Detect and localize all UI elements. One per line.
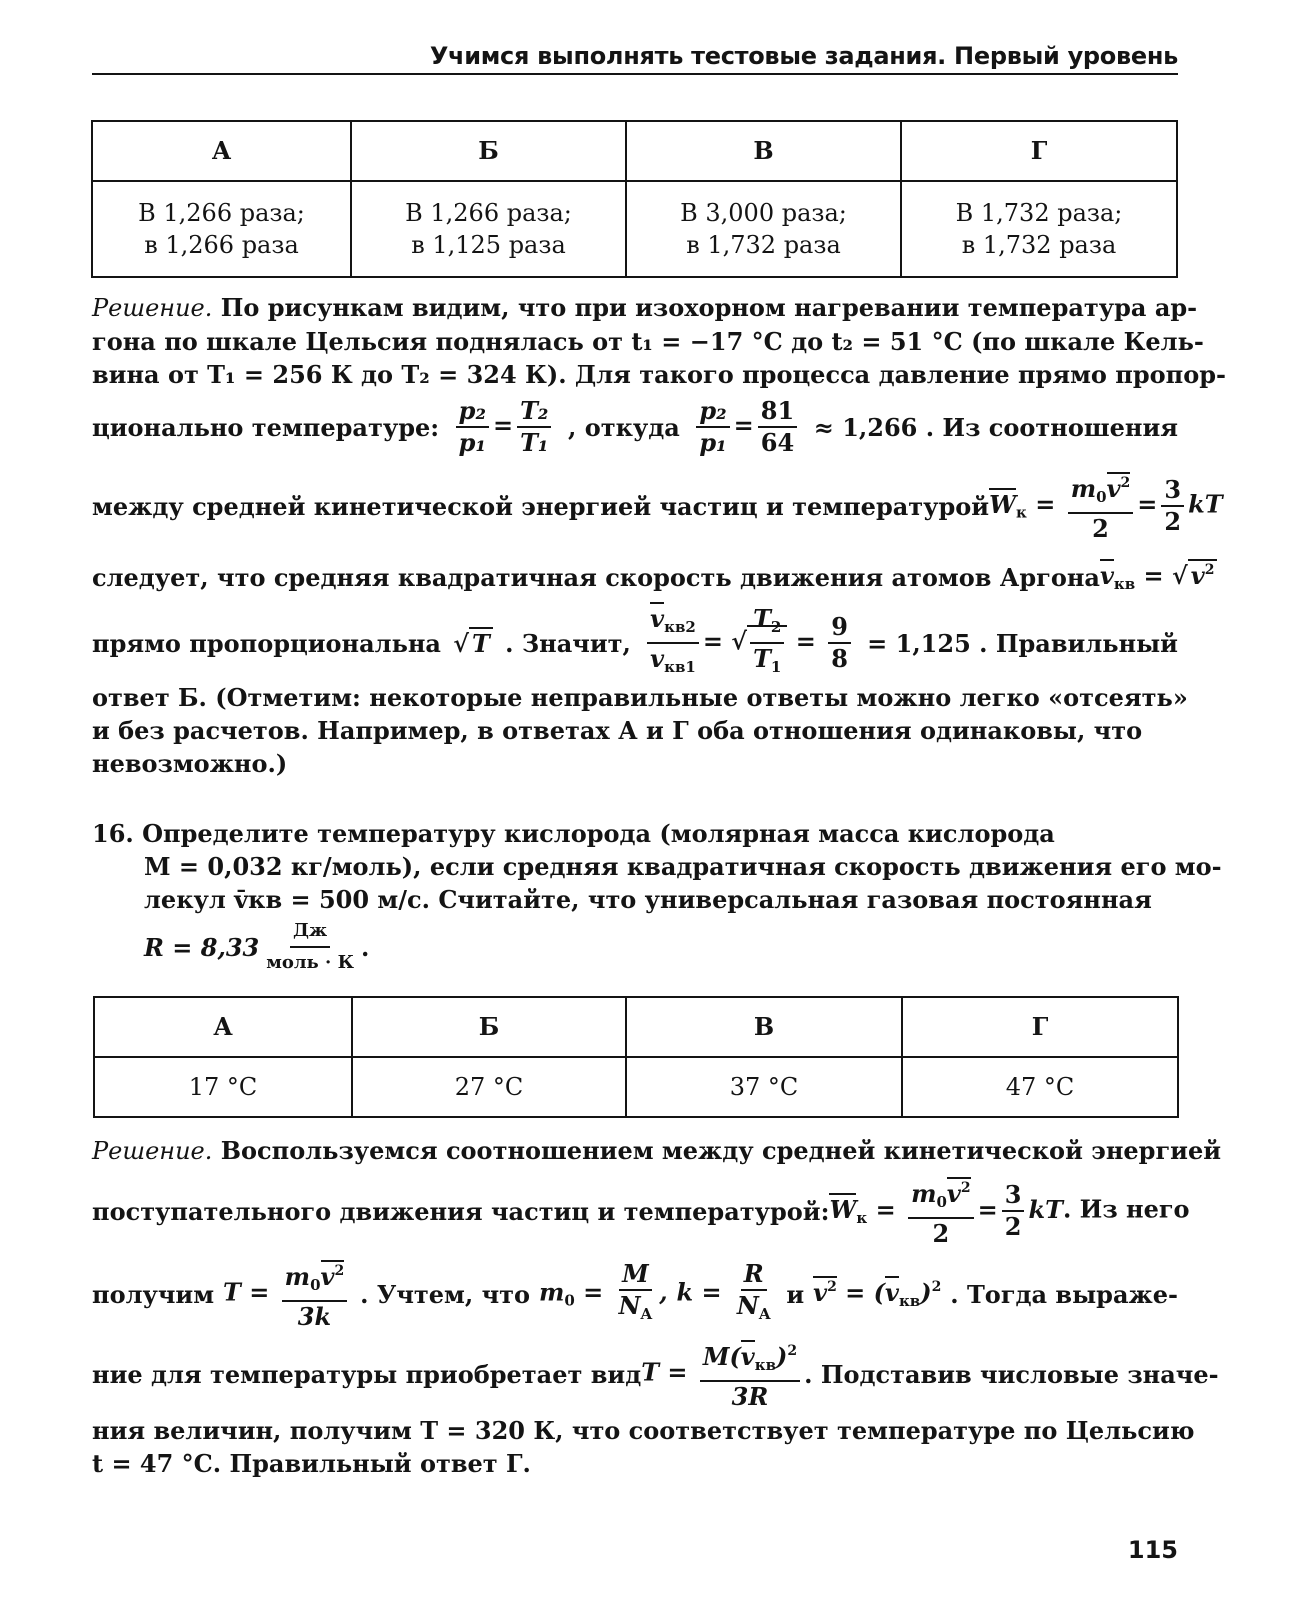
speed-ratio-formula: $\frac{v_{кв2}}{v_{кв1}}$ = √ $\frac{T_2}{T_1}$ = $\frac{9}{8}$	[643, 604, 855, 682]
option-b-cell: В 1,266 раза; в 1,125 раза	[351, 181, 626, 277]
option-g-header: Г	[901, 121, 1177, 181]
sqrt-t: √ T	[453, 627, 493, 660]
pressure-ratio-formula: $\frac{\text{p₂}}{\text{p₁}}$ = $\frac{\text{T₂}}{\text{T₁}}$	[452, 396, 556, 458]
option-b-value: 27 °С	[352, 1057, 626, 1117]
answer-table-15	[91, 120, 1178, 278]
kinetic-energy-formula: $W_к$ = $\frac{m_0v^2}{2}$ = $\frac{3}{2}$ kT	[989, 468, 1222, 544]
task-16: 16. Определите температуру кислорода (молярная масса кислорода M = 0,032 кг/моль), если средняя квадратичная скорость движения его мо- лекул v̄кв = 500 м/с. Считайте, что универсальная газовая постоянная R = 8,33 $\frac{Дж}{\text{моль · К}}$ .	[92, 817, 1178, 978]
option-b-header: Б	[352, 997, 626, 1057]
option-g-value: 47 °С	[902, 1057, 1178, 1117]
option-a-header: А	[94, 997, 352, 1057]
option-v-value: 37 °С	[626, 1057, 902, 1117]
option-a-cell: В 1,266 раза; в 1,266 раза	[92, 181, 351, 277]
option-v-header: В	[626, 997, 902, 1057]
option-a-value: 17 °С	[94, 1057, 352, 1117]
molecule-mass-formula: $m_0$ = $\frac{M}{N_A}$ ,	[538, 1259, 668, 1323]
temperature-formula: T = $\frac{m_0v^2}{3k}$	[223, 1256, 351, 1332]
running-header: Учимся выполнять тестовые задания. Первый уровень	[429, 42, 1178, 70]
boltzmann-formula: k = $\frac{R}{N_A}$	[676, 1259, 771, 1323]
gas-constant: R = 8,33 $\frac{Дж}{\text{моль · К}}$ .	[92, 916, 1178, 978]
option-g-header: Г	[902, 997, 1178, 1057]
page-number: 115	[1127, 1536, 1178, 1564]
solution-label: Решение.	[92, 1137, 213, 1165]
solution-16: Решение. Воспользуемся соотношением между средней кинетической энергией поступательного движения частиц и температурой: $W_к$ = $\frac{m_0v^2}{2}$ = $\frac{3}{2}$ kT. Из него получим T = $\frac{m_0v^2}{3k}$ . Учтем, что $m_0$ = $\frac{M}{N_A}$ , k = $\frac{R}{N_A}$ и $v^2 = (v_{кв})^2$ . Тогда выраже- ние для температуры приобретает вид T = $\frac{M(v_{кв})^2}{3R}$ . Подставив числовые значе- ния величин, получим T = 320 К, что соответствует температуре по Цельсию t = 47 °С. Правильный ответ Г.	[92, 1136, 1222, 1478]
kinetic-energy-formula: $W_к$ = $\frac{m_0v^2}{2}$ = $\frac{3}{2}$ kT	[829, 1195, 1062, 1224]
header-rule	[92, 73, 1178, 75]
solution-15: Решение. По рисункам видим, что при изохорном нагревании температура ар- гона по шкале Цельсия поднялась от t₁ = −17 °С до t₂ = 51 °С (по шкале Кель- вина от T₁ = 256 К до T₂ = 324 К). Для такого процесса давление прямо пропор- ционально температуре: $\frac{\text{p₂}}{\text{p₁}}$ = $\frac{\text{T₂}}{\text{T₁}}$ , откуда $\frac{\text{p₂}}{\text{p₁}}$ = $\frac{81}{64}$ ≈ 1,266 . Из соотношения между средней кинетической энергией частиц и температурой $W_к$ = $\frac{m_0v^2}{2}$ = $\frac{3}{2}$ kT следует, что средняя квадратичная скорость движения атомов Аргона $v_{кв}$ = √ $v^2$ прямо пропорциональна √ T . Значит, $\frac{v_{кв2}}{v_{кв1}}$ = √ $\frac{T_2}{T_1}$ = $\frac{9}{8}$ = 1,125 . Правильный ответ Б. (Отметим: некоторые неправильные ответы можно легко «отсеять» и без расчетов. Например, в ответах А и Г оба отношения одинаковы, что невозможно.)	[92, 293, 1226, 778]
option-v-cell: В 3,000 раза; в 1,732 раза	[626, 181, 901, 277]
final-temperature-formula: T = $\frac{M(v_{кв})^2}{3R}$	[641, 1336, 804, 1412]
option-b-header: Б	[351, 121, 626, 181]
mean-square-formula: $v^2 = (v_{кв})^2$	[813, 1277, 942, 1310]
pressure-ratio-value: $\frac{\text{p₂}}{\text{p₁}}$ = $\frac{81}{64}$	[692, 396, 801, 458]
task-number: 16.	[92, 819, 134, 848]
option-v-header: В	[626, 121, 901, 181]
option-a-header: А	[92, 121, 351, 181]
rms-speed-formula: $v_{кв}$ = √ $v^2$	[1100, 554, 1218, 601]
solution-label: Решение.	[92, 294, 213, 322]
answer-table-16	[93, 996, 1179, 1118]
option-g-cell: В 1,732 раза; в 1,732 раза	[901, 181, 1177, 277]
